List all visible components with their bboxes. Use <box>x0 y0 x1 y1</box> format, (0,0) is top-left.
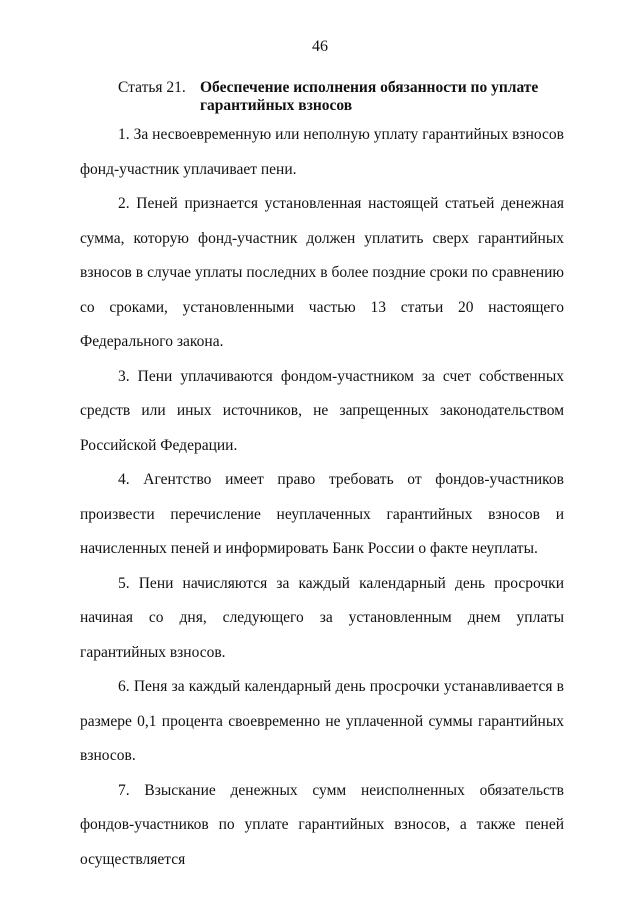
article-label: Статья 21. <box>118 79 186 96</box>
article-title: Обеспечение исполнения обязанности по уплате гарантийных взносов <box>200 79 539 114</box>
article-body <box>80 118 564 877</box>
paragraph-4: 4. Агентство имеет право требовать от фондов-участников произвести перечисление неуплаченных гарантийных взносов и начисленных пеней и информировать Банк России о факте неуплаты. <box>80 471 564 557</box>
paragraph-7: 7. Взыскание денежных сумм неисполненных обязательств фондов-участников по уплате гарантийных взносов, а также пеней осуществляется <box>80 781 564 868</box>
paragraph-3: 3. Пени уплачиваются фондом-участником за счет собственных средств или иных источников, не запрещенных законодательством Российской Федерации. <box>80 367 564 454</box>
paragraph-2: 2. Пеней признается установленная настоящей статьей денежная сумма, которую фонд-участник должен уплатить сверх гарантийных взносов в случае уплаты последних в более поздние сроки по сравнению со сроками, установленными частью 13 статьи 20 настоящего Федерального закона. <box>80 195 564 350</box>
paragraph-1: 1. За несвоевременную или неполную уплату гарантийных взносов фонд-участник уплачивает пени. <box>80 126 564 178</box>
page-number: 46 <box>312 38 328 55</box>
paragraph-6: 6. Пеня за каждый календарный день просрочки устанавливается в размере 0,1 процента своевременно не уплаченной суммы гарантийных взносов. <box>80 678 564 764</box>
paragraph-5: 5. Пени начисляются за каждый календарный день просрочки начиная со дня, следующего за установленным днем уплаты гарантийных взносов. <box>80 574 564 661</box>
